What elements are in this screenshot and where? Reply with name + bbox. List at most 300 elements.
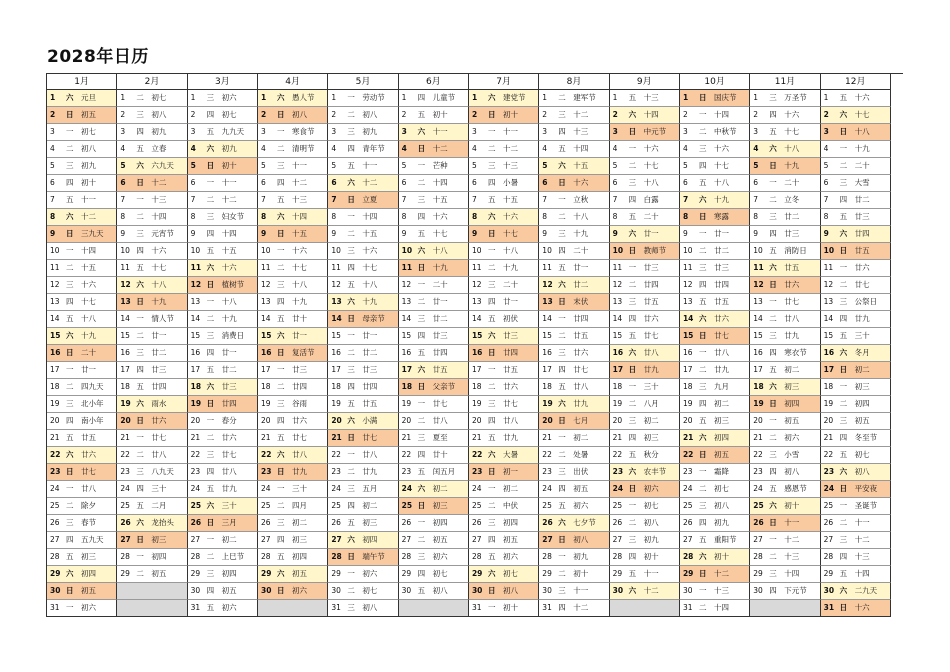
lunar-label: 出伏 xyxy=(573,467,589,476)
lunar-label: 重阳节 xyxy=(713,535,737,544)
day-number: 22 xyxy=(612,450,623,459)
weekday-label: 一 xyxy=(628,144,637,153)
day-number: 1 xyxy=(542,93,548,102)
lunar-label: 九九天 xyxy=(221,127,245,136)
day-cell xyxy=(47,379,117,396)
day-number: 26 xyxy=(50,518,60,527)
day-cell xyxy=(680,430,750,447)
weekday-label: 三 xyxy=(558,348,566,357)
lunar-label: 初三 xyxy=(713,416,729,425)
lunar-label: 廿五 xyxy=(713,297,729,306)
lunar-label: 初十 xyxy=(502,603,518,612)
day-cell xyxy=(258,294,328,311)
day-number: 30 xyxy=(542,586,552,595)
lunar-label: 十六 xyxy=(362,246,378,255)
weekday-label: 六 xyxy=(558,161,566,170)
weekday-label: 三 xyxy=(136,348,144,357)
day-row xyxy=(47,328,903,345)
day-number: 23 xyxy=(471,467,483,476)
day-cell xyxy=(47,158,117,175)
day-cell xyxy=(539,175,609,192)
weekday-label: 五 xyxy=(839,93,848,102)
day-cell xyxy=(539,413,609,430)
day-number: 16 xyxy=(542,348,552,357)
day-number: 23 xyxy=(753,467,763,476)
day-number: 15 xyxy=(260,331,272,340)
day-cell xyxy=(750,158,820,175)
lunar-label: 二九天 xyxy=(854,586,878,595)
day-number: 20 xyxy=(50,416,60,425)
day-cell xyxy=(117,107,187,124)
lunar-label: 平安夜 xyxy=(854,484,878,493)
day-row xyxy=(47,294,903,311)
lunar-label: 廿六 xyxy=(573,348,589,357)
lunar-label: 十六 xyxy=(151,246,167,255)
day-cell xyxy=(399,141,469,158)
weekday-label: 四 xyxy=(769,348,777,357)
day-cell xyxy=(750,311,820,328)
day-number: 15 xyxy=(542,331,552,340)
lunar-label: 初四 xyxy=(854,399,870,408)
day-cell xyxy=(328,243,398,260)
day-number: 26 xyxy=(542,518,553,527)
weekday-label: 三 xyxy=(417,195,426,204)
day-cell xyxy=(539,379,609,396)
weekday-label: 二 xyxy=(698,246,707,255)
day-cell xyxy=(469,362,539,379)
day-cell xyxy=(680,141,750,158)
day-number: 11 xyxy=(823,263,834,272)
day-number: 11 xyxy=(401,263,413,272)
day-number: 12 xyxy=(50,280,60,289)
weekday-label: 日 xyxy=(839,127,848,136)
day-cell xyxy=(680,447,750,464)
month-header-9: 9月 xyxy=(610,74,680,90)
day-cell xyxy=(117,209,187,226)
lunar-label: 十七 xyxy=(713,161,729,170)
weekday-label: 五 xyxy=(558,501,566,510)
day-cell xyxy=(680,209,750,226)
lunar-label: 廿八 xyxy=(643,348,659,357)
weekday-label: 四 xyxy=(66,535,74,544)
weekday-label: 四 xyxy=(206,467,215,476)
weekday-label: 六 xyxy=(347,416,355,425)
day-cell xyxy=(188,549,258,566)
weekday-label: 日 xyxy=(769,161,777,170)
day-number: 10 xyxy=(331,246,341,255)
day-number: 8 xyxy=(823,212,829,221)
weekday-label: 二 xyxy=(698,603,707,612)
weekday-label: 日 xyxy=(206,399,215,408)
lunar-label: 廿二 xyxy=(573,280,589,289)
day-number: 13 xyxy=(753,297,763,306)
day-cell xyxy=(258,243,328,260)
day-cell xyxy=(750,107,820,124)
day-cell xyxy=(750,532,820,549)
day-cell xyxy=(539,226,609,243)
month-header-3: 3月 xyxy=(188,74,258,90)
lunar-label: 十四 xyxy=(81,246,96,255)
day-cell xyxy=(258,379,328,396)
day-cell xyxy=(821,209,891,226)
day-number: 9 xyxy=(190,229,196,238)
day-cell xyxy=(188,430,258,447)
lunar-label: 十八 xyxy=(432,246,448,255)
weekday-label: 日 xyxy=(769,518,777,527)
day-cell xyxy=(469,294,539,311)
weekday-label: 五 xyxy=(698,178,707,187)
weekday-label: 四 xyxy=(206,229,215,238)
day-cell xyxy=(117,175,187,192)
month-header-5: 5月 xyxy=(328,74,398,90)
day-cell xyxy=(469,498,539,515)
weekday-label: 三 xyxy=(698,382,707,391)
day-cell xyxy=(328,345,398,362)
day-cell xyxy=(328,464,398,481)
day-number: 2 xyxy=(50,110,56,119)
empty-cell xyxy=(399,600,469,617)
day-cell xyxy=(821,277,891,294)
lunar-label: 廿一 xyxy=(713,229,729,238)
weekday-label: 二 xyxy=(66,263,74,272)
day-number: 31 xyxy=(471,603,482,612)
day-number: 1 xyxy=(50,93,56,102)
day-cell xyxy=(610,549,680,566)
lunar-label: 四月 xyxy=(291,501,307,510)
day-cell xyxy=(328,566,398,583)
day-number: 9 xyxy=(471,229,478,238)
lunar-label: 青年节 xyxy=(362,144,385,153)
day-cell xyxy=(117,379,187,396)
day-cell xyxy=(680,345,750,362)
weekday-label: 六 xyxy=(276,93,285,102)
day-number: 28 xyxy=(50,552,60,561)
weekday-label: 一 xyxy=(558,195,566,204)
weekday-label: 四 xyxy=(347,501,355,510)
weekday-label: 五 xyxy=(66,195,74,204)
day-number: 3 xyxy=(471,127,477,136)
day-number: 12 xyxy=(120,280,131,289)
lunar-label: 初七 xyxy=(713,484,729,493)
day-cell xyxy=(47,362,117,379)
day-number: 22 xyxy=(682,450,694,459)
day-number: 16 xyxy=(823,348,835,357)
lunar-label: 廿九 xyxy=(573,399,589,408)
day-cell xyxy=(399,243,469,260)
day-cell xyxy=(610,379,680,396)
lunar-label: 十六 xyxy=(81,280,96,289)
lunar-label: 廿四 xyxy=(502,348,518,357)
day-cell xyxy=(680,362,750,379)
day-number: 7 xyxy=(823,195,829,204)
weekday-label: 日 xyxy=(839,246,848,255)
day-number: 22 xyxy=(331,450,341,459)
lunar-label: 廿五 xyxy=(432,365,448,374)
day-cell xyxy=(610,498,680,515)
weekday-label: 二 xyxy=(206,433,215,442)
lunar-label: 初二 xyxy=(643,416,659,425)
weekday-label: 日 xyxy=(276,110,285,119)
empty-cell xyxy=(117,583,187,600)
weekday-label: 二 xyxy=(487,382,496,391)
day-cell xyxy=(188,600,258,617)
weekday-label: 四 xyxy=(136,365,144,374)
day-number: 4 xyxy=(542,144,548,153)
day-cell xyxy=(258,345,328,362)
day-number: 12 xyxy=(542,280,553,289)
day-cell xyxy=(750,430,820,447)
lunar-label: 初二 xyxy=(713,399,729,408)
lunar-label: 中元节 xyxy=(643,127,667,136)
day-cell xyxy=(328,549,398,566)
day-row xyxy=(47,226,903,243)
weekday-label: 三 xyxy=(347,603,355,612)
lunar-label: 十三 xyxy=(502,161,518,170)
day-number: 25 xyxy=(542,501,552,510)
day-cell xyxy=(258,226,328,243)
day-cell xyxy=(117,141,187,158)
day-cell xyxy=(47,532,117,549)
weekday-label: 三 xyxy=(769,331,777,340)
weekday-label: 六 xyxy=(347,178,355,187)
lunar-label: 廿八 xyxy=(502,416,518,425)
day-cell xyxy=(469,260,539,277)
weekday-label: 一 xyxy=(769,535,777,544)
weekday-label: 四 xyxy=(136,127,144,136)
lunar-label: 十五 xyxy=(502,195,518,204)
day-number: 11 xyxy=(542,263,552,272)
lunar-label: 十二 xyxy=(713,569,729,578)
day-number: 15 xyxy=(682,331,694,340)
day-number: 13 xyxy=(190,297,201,306)
day-cell xyxy=(328,413,398,430)
day-cell xyxy=(399,481,469,498)
day-cell xyxy=(539,430,609,447)
day-cell xyxy=(188,413,258,430)
lunar-label: 三九天 xyxy=(81,229,104,238)
day-cell xyxy=(750,243,820,260)
day-number: 14 xyxy=(260,314,271,323)
day-number: 1 xyxy=(260,93,267,102)
day-number: 18 xyxy=(682,382,693,391)
day-number: 4 xyxy=(120,144,126,153)
weekday-label: 四 xyxy=(206,110,215,119)
weekday-label: 五 xyxy=(628,212,637,221)
day-cell xyxy=(469,90,539,107)
lunar-label: 廿八 xyxy=(221,467,237,476)
weekday-label: 四 xyxy=(698,399,707,408)
day-number: 18 xyxy=(542,382,552,391)
lunar-label: 龙抬头 xyxy=(151,518,174,527)
lunar-label: 初四 xyxy=(784,399,800,408)
lunar-label: 五九天 xyxy=(81,535,104,544)
lunar-label: 廿七 xyxy=(713,331,729,340)
weekday-label: 三 xyxy=(276,518,285,527)
weekday-label: 一 xyxy=(487,365,496,374)
day-cell xyxy=(821,362,891,379)
day-number: 12 xyxy=(190,280,202,289)
day-cell xyxy=(328,141,398,158)
weekday-label: 四 xyxy=(628,433,637,442)
weekday-label: 二 xyxy=(276,263,285,272)
day-number: 23 xyxy=(401,467,412,476)
day-number: 26 xyxy=(612,518,623,527)
weekday-label: 三 xyxy=(276,280,285,289)
weekday-label: 六 xyxy=(769,382,777,391)
lunar-label: 初五 xyxy=(151,569,167,578)
day-number: 3 xyxy=(682,127,688,136)
lunar-label: 儿童节 xyxy=(432,93,456,102)
lunar-label: 初七 xyxy=(502,569,518,578)
day-number: 17 xyxy=(120,365,130,374)
day-number: 15 xyxy=(401,331,412,340)
weekday-label: 四 xyxy=(276,178,285,187)
weekday-label: 二 xyxy=(417,416,426,425)
lunar-label: 廿四 xyxy=(362,382,378,391)
day-number: 6 xyxy=(682,178,688,187)
lunar-label: 初七 xyxy=(643,501,659,510)
day-number: 28 xyxy=(542,552,552,561)
day-number: 3 xyxy=(401,127,407,136)
lunar-label: 十二 xyxy=(854,535,870,544)
day-number: 3 xyxy=(50,127,55,136)
day-number: 20 xyxy=(682,416,693,425)
weekday-label: 日 xyxy=(417,263,426,272)
day-number: 6 xyxy=(331,178,337,187)
weekday-label: 日 xyxy=(276,467,285,476)
day-number: 17 xyxy=(542,365,552,374)
weekday-label: 一 xyxy=(698,586,707,595)
day-cell xyxy=(399,515,469,532)
weekday-label: 三 xyxy=(839,416,848,425)
day-number: 15 xyxy=(612,331,623,340)
weekday-label: 五 xyxy=(839,331,848,340)
weekday-label: 四 xyxy=(769,229,777,238)
weekday-label: 日 xyxy=(347,433,355,442)
day-number: 17 xyxy=(50,365,60,374)
weekday-label: 三 xyxy=(769,212,777,221)
lunar-label: 廿一 xyxy=(151,331,167,340)
weekday-label: 二 xyxy=(136,212,144,221)
day-cell xyxy=(539,328,609,345)
day-cell xyxy=(539,532,609,549)
day-cell xyxy=(680,498,750,515)
day-number: 19 xyxy=(401,399,412,408)
day-cell xyxy=(539,362,609,379)
lunar-label: 初八 xyxy=(643,518,659,527)
day-cell xyxy=(469,481,539,498)
weekday-label: 日 xyxy=(558,535,566,544)
day-number: 24 xyxy=(471,484,482,493)
day-number: 21 xyxy=(401,433,412,442)
day-number: 18 xyxy=(50,382,60,391)
day-cell xyxy=(610,243,680,260)
day-number: 20 xyxy=(190,416,201,425)
day-number: 24 xyxy=(331,484,341,493)
day-cell xyxy=(539,464,609,481)
day-number: 13 xyxy=(401,297,412,306)
weekday-label: 日 xyxy=(698,212,707,221)
day-cell xyxy=(258,430,328,447)
day-number: 18 xyxy=(612,382,623,391)
day-cell xyxy=(47,481,117,498)
day-cell xyxy=(328,328,398,345)
lunar-label: 国庆节 xyxy=(713,93,737,102)
day-number: 27 xyxy=(823,535,834,544)
lunar-label: 十六 xyxy=(643,144,659,153)
day-number: 7 xyxy=(753,195,759,204)
day-cell xyxy=(47,345,117,362)
lunar-label: 寒食节 xyxy=(291,127,315,136)
lunar-label: 初二 xyxy=(502,484,518,493)
lunar-label: 初八 xyxy=(81,144,96,153)
lunar-label: 廿七 xyxy=(432,399,448,408)
lunar-label: 初六 xyxy=(573,501,589,510)
weekday-label: 五 xyxy=(417,110,426,119)
day-number: 3 xyxy=(260,127,266,136)
day-cell xyxy=(399,396,469,413)
day-cell xyxy=(117,396,187,413)
lunar-label: 初二 xyxy=(573,433,589,442)
lunar-label: 十二 xyxy=(291,178,307,187)
day-cell xyxy=(117,328,187,345)
day-cell xyxy=(610,430,680,447)
lunar-label: 初七 xyxy=(221,110,237,119)
lunar-label: 廿九 xyxy=(502,433,518,442)
lunar-label: 闰五月 xyxy=(432,467,456,476)
day-number: 25 xyxy=(401,501,413,510)
weekday-label: 六 xyxy=(769,263,777,272)
lunar-label: 初四 xyxy=(151,552,167,561)
weekday-label: 四 xyxy=(558,246,566,255)
lunar-label: 立冬 xyxy=(784,195,800,204)
lunar-label: 初五 xyxy=(291,569,307,578)
day-cell xyxy=(539,209,609,226)
weekday-label: 二 xyxy=(66,501,74,510)
day-cell xyxy=(469,311,539,328)
day-number: 1 xyxy=(471,93,478,102)
day-number: 25 xyxy=(50,501,60,510)
weekday-label: 二 xyxy=(839,518,848,527)
weekday-label: 三 xyxy=(698,501,707,510)
day-cell xyxy=(399,566,469,583)
weekday-label: 四 xyxy=(276,416,285,425)
day-cell xyxy=(399,226,469,243)
lunar-label: 十七 xyxy=(643,161,659,170)
day-cell xyxy=(328,226,398,243)
day-number: 3 xyxy=(331,127,337,136)
lunar-label: 廿五 xyxy=(573,331,589,340)
day-number: 17 xyxy=(331,365,341,374)
lunar-label: 初九 xyxy=(151,127,167,136)
day-cell xyxy=(610,447,680,464)
weekday-label: 日 xyxy=(276,348,285,357)
day-cell xyxy=(188,345,258,362)
lunar-label: 二十 xyxy=(81,348,96,357)
lunar-label: 十一 xyxy=(784,518,800,527)
day-number: 7 xyxy=(542,195,548,204)
weekday-label: 三 xyxy=(628,416,637,425)
lunar-label: 五月 xyxy=(362,484,378,493)
lunar-label: 初六 xyxy=(432,552,448,561)
day-number: 23 xyxy=(120,467,130,476)
day-cell xyxy=(821,515,891,532)
day-number: 10 xyxy=(260,246,271,255)
day-number: 14 xyxy=(401,314,412,323)
lunar-label: 十一 xyxy=(81,195,96,204)
day-number: 21 xyxy=(542,433,552,442)
lunar-label: 初四 xyxy=(221,569,237,578)
